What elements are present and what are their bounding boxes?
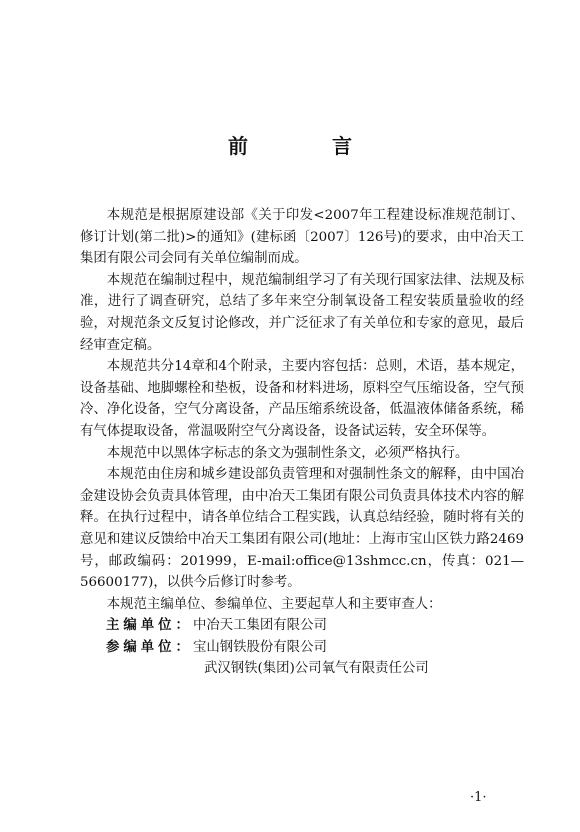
paragraph-main-contents: 本规范共分14章和4个附录，主要内容包括：总则，术语，基本规定，设备基础、地脚螺栓和垫板，设备和材料进场，原料空气压缩设备，空气预冷、净化设备，空气分离设备，产品压缩系统设备，低温液体储备系统，稀有气体提取设备，常温吸附空气分离设备，设备试运转，安全环保等。 [80, 359, 524, 439]
participating-unit-value: 宝山钢铁股份有限公司 [192, 639, 327, 655]
participating-unit-row-2 [80, 658, 524, 680]
paragraph-management-and-feedback: 本规范由住房和城乡建设部负责管理和对强制性条文的解释，由中国冶金建设协会负责具体管理，由中冶天工集团有限公司负责具体技术内容的解释。在执行过程中，请各单位结合工程实践，认真总结经验，随时将有关的意见和建议反馈给中冶天工集团有限公司(地址：上海市宝山区铁力路2469号，邮政编码：201999，E-mail:office@13shmcc.cn，传真：021—56600177)，以供今后修订时参考。 [80, 467, 524, 591]
chief-unit-value: 中冶天工集团有限公司 [192, 618, 327, 634]
page-number: ·1· [470, 790, 487, 805]
paragraph-units-intro: 本规范主编单位、参编单位、主要起草人和主要审查人： [106, 596, 442, 612]
chief-unit-label: 主编单位： [106, 618, 193, 634]
participating-unit-value: 武汉钢铁(集团)公司氧气有限责任公司 [204, 661, 429, 677]
paragraph-mandatory-clauses: 本规范中以黑体字标志的条文为强制性条文，必须严格执行。 [106, 445, 469, 461]
paragraph-compilation-process: 本规范在编制过程中，规范编制组学习了有关现行国家法律、法规及标准，进行了调查研究，总结了多年来空分制氧设备工程安装质量验收的经验，对规范条文反复讨论修改，并广泛征求了有关单位和专家的意见，最后经审查定稿。 [80, 272, 524, 353]
paragraph-basis: 本规范是根据原建设部《关于印发<2007年工程建设标准规范制订、修订计划(第二批)>的通知》(建标函〔2007〕126号)的要求，由中冶天工集团有限公司会同有关单位编制而成。 [80, 208, 524, 267]
document-body [80, 205, 524, 680]
page-title: 前 言 [228, 134, 384, 158]
chief-unit-row [80, 615, 524, 637]
participating-unit-label: 参编单位： [106, 639, 193, 655]
participating-unit-row [80, 637, 524, 659]
